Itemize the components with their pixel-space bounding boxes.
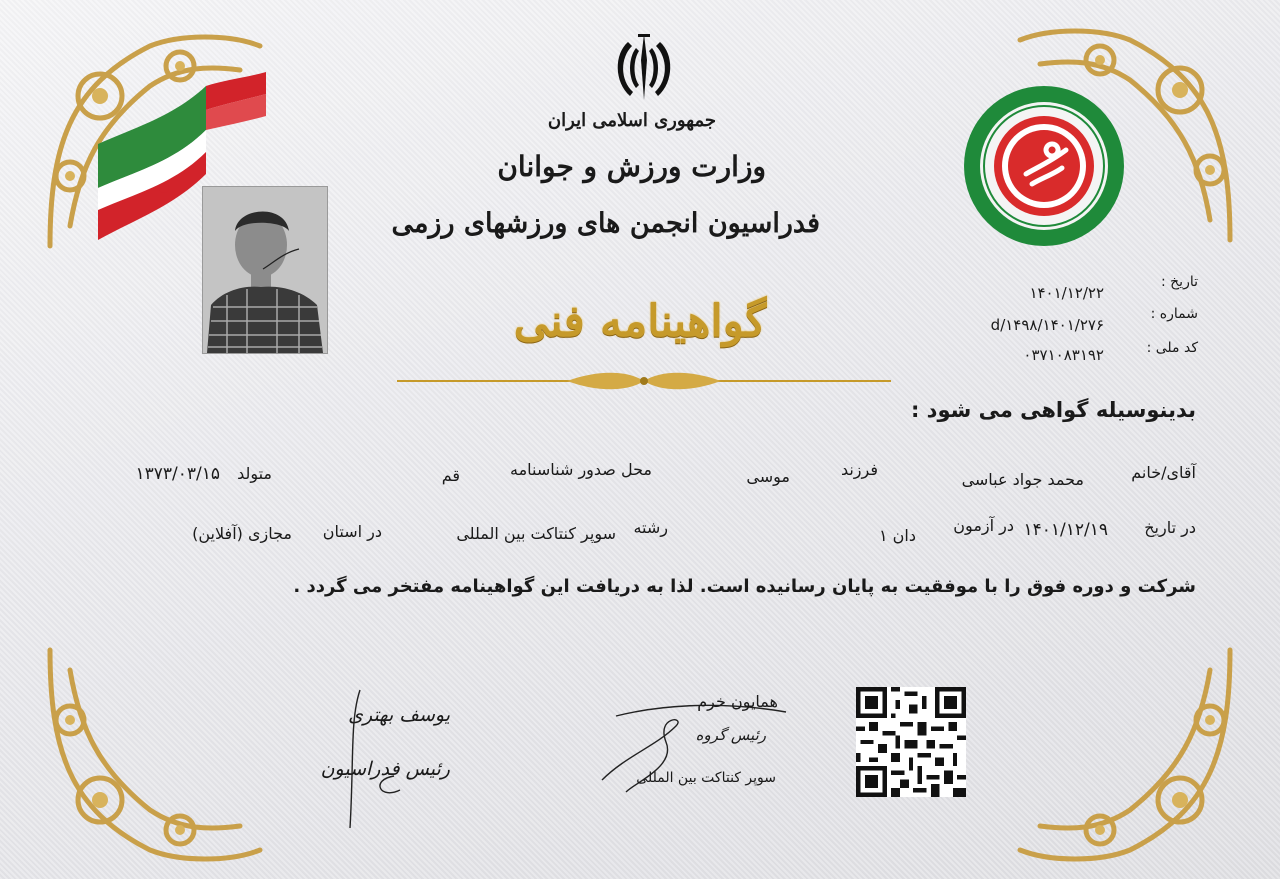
field-value: سوپر کنتاکت بین المللی xyxy=(456,524,616,543)
federation-logo-icon xyxy=(962,84,1126,248)
left-signature-name: یوسف بهتری xyxy=(348,704,450,726)
exam-value: دان ۱ xyxy=(879,526,916,545)
born-value: ۱۳۷۳/۰۳/۱۵ xyxy=(135,464,220,484)
date-value: ۱۴۰۱/۱۲/۲۲ xyxy=(1029,284,1104,302)
left-signature xyxy=(320,680,460,830)
name-value: محمد جواد عباسی xyxy=(961,470,1084,489)
on-date-value: ۱۴۰۱/۱۲/۱۹ xyxy=(1023,520,1108,540)
federation-name: فدراسیون انجمن های ورزشهای رزمی xyxy=(391,208,820,239)
holder-photo xyxy=(202,186,328,354)
child-of-label: فرزند xyxy=(840,460,878,479)
intro-text: بدینوسیله گواهی می شود : xyxy=(910,398,1196,422)
signature-stroke-icon xyxy=(340,680,460,830)
on-date-label: در تاریخ xyxy=(1144,518,1196,537)
number-label: شماره : xyxy=(1150,306,1198,322)
certificate-title: گواهینامه فنی xyxy=(513,296,767,347)
exam-label: در آزمون xyxy=(953,516,1014,535)
ornament-bottom-right-icon xyxy=(1010,640,1240,870)
date-label: تاریخ : xyxy=(1160,274,1198,290)
number-value: ۱۴۰۱/۲۷۶/d/۱۴۹۸ xyxy=(990,316,1104,334)
middle-signature-title: رئیس گروه xyxy=(695,726,766,744)
province-value: مجازی (آفلاین) xyxy=(192,524,292,543)
name-label: آقای/خانم xyxy=(1131,463,1196,482)
middle-signature-sub: سوپر کنتاکت بین المللی xyxy=(636,770,776,786)
issue-place-label: محل صدور شناسنامه xyxy=(510,460,652,479)
national-code-value: ۰۳۷۱۰۸۳۱۹۲ xyxy=(1023,346,1104,364)
child-of-value: موسی xyxy=(746,467,790,486)
ministry-name: وزارت ورزش و جوانان xyxy=(497,150,766,183)
qr-code-icon[interactable] xyxy=(856,687,966,797)
middle-signature xyxy=(596,686,796,806)
national-code-label: کد ملی : xyxy=(1146,340,1198,356)
gold-divider-icon xyxy=(397,370,891,392)
left-signature-title: رئیس فدراسیون xyxy=(320,758,450,780)
republic-name: جمهوری اسلامی ایران xyxy=(547,110,716,131)
field-label: رشته xyxy=(633,518,668,537)
ornament-bottom-left-icon xyxy=(40,640,270,870)
iran-emblem-icon xyxy=(606,30,682,106)
issue-place-value: قم xyxy=(441,466,460,485)
born-label: متولد xyxy=(237,464,272,483)
middle-signature-name: همایون خرم xyxy=(697,692,778,711)
province-label: در استان xyxy=(322,522,382,541)
closing-text: شرکت و دوره فوق را با موفقیت به پایان رسانیده است. لذا به دریافت این گواهینامه مفتخر می گردد . xyxy=(293,576,1196,597)
